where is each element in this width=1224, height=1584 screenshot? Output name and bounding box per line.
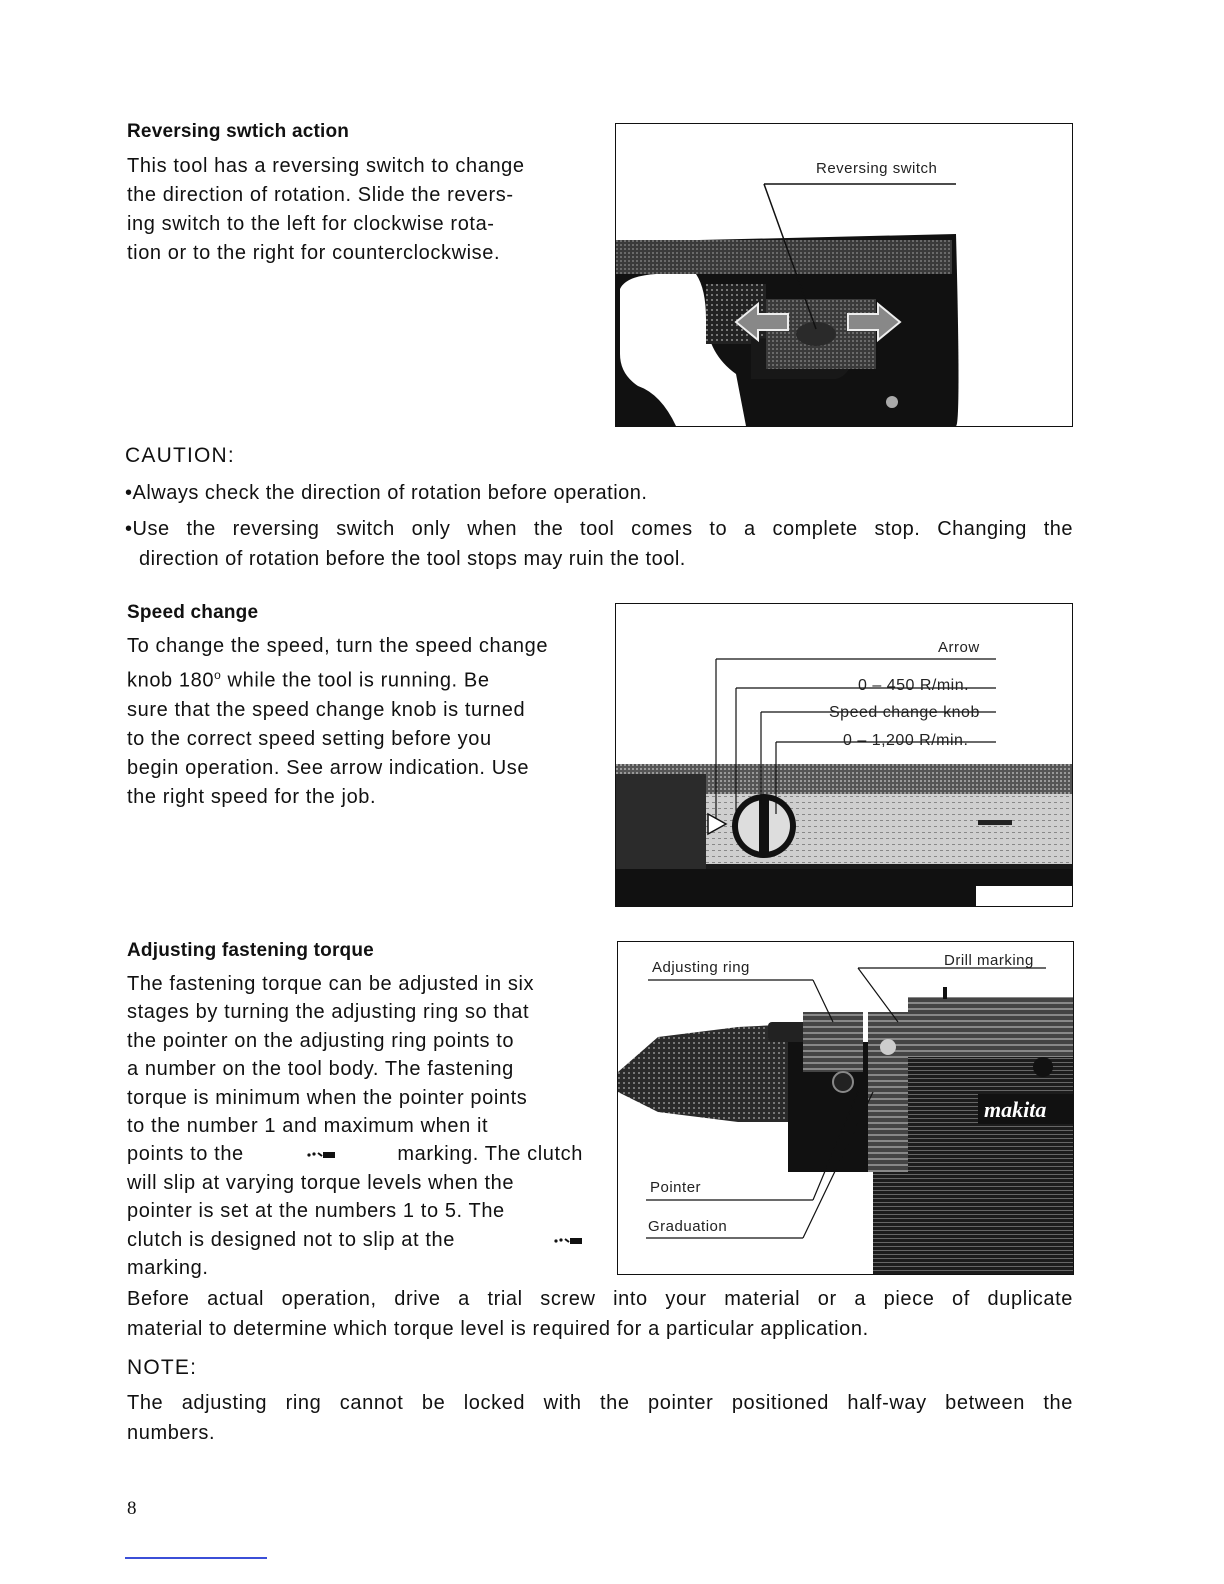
torque-line: the pointer on the adjusting ring points to (127, 1029, 515, 1052)
reversing-switch-label: Reversing switch (816, 160, 938, 177)
note-title: NOTE: (127, 1356, 198, 1379)
speed-change-figure (615, 603, 1073, 907)
reversing-line: This tool has a reversing switch to change (127, 155, 525, 177)
makita-logo: makita (984, 1097, 1047, 1122)
caution-bullet-text: Always check the direction of rotation before operation. (132, 482, 648, 504)
speed-line: sure that the speed change knob is turned (127, 698, 526, 721)
graduation-label: Graduation (648, 1218, 728, 1235)
page-number: 8 (127, 1498, 137, 1519)
pointer-label: Pointer (650, 1179, 702, 1196)
note-line: numbers. (127, 1422, 216, 1444)
speed-change-illustration (616, 604, 1072, 906)
speed-body (127, 632, 583, 812)
reversing-line: tion or to the right for counterclockwise. (127, 242, 501, 264)
trial-screw-line: material to determine which torque level is required for a particular application. (127, 1318, 869, 1340)
torque-line: pointer is set at the numbers 1 to 5. The (127, 1200, 505, 1223)
high-speed-label: 0 – 1,200 R/min. (843, 732, 969, 749)
reversing-switch-figure (615, 123, 1073, 427)
drill-marking-icon (553, 1226, 583, 1236)
drill-marking-label: Drill marking (944, 952, 1034, 969)
torque-line: The fastening torque can be adjusted in six (127, 973, 535, 995)
torque-body (127, 970, 583, 1282)
note-paragraph (127, 1388, 1073, 1448)
speed-knob-label: Speed change knob (829, 704, 980, 721)
reversing-heading: Reversing swtich action (127, 121, 350, 142)
caution-bullet-text: Use the reversing switch only when the tool comes to a complete stop. Changing the (132, 518, 1073, 540)
speed-line: begin operation. See arrow indication. Use (127, 756, 530, 779)
reversing-body (127, 152, 583, 268)
speed-line: to the correct speed setting before you (127, 727, 492, 750)
bullet-dot-icon: • (125, 482, 133, 504)
torque-line: will slip at varying torque levels when the (127, 1171, 515, 1194)
torque-line: a number on the tool body. The fastening (127, 1058, 514, 1081)
caution-bullet-text: direction of rotation before the tool stops may ruin the tool. (139, 548, 686, 570)
drill-marking-icon (306, 1140, 336, 1150)
speed-line-part: knob 180 (127, 669, 215, 692)
arrow-label: Arrow (938, 639, 980, 656)
reversing-line: the direction of rotation. Slide the revers- (127, 184, 514, 206)
note-line: The adjusting ring cannot be locked with the pointer positioned half-way between the (127, 1392, 1073, 1414)
speed-line-part: while the tool is running. Be (221, 669, 490, 692)
footer-rule (125, 1557, 267, 1559)
torque-line-part: marking. The clutch (397, 1143, 583, 1166)
speed-heading: Speed change (127, 602, 259, 623)
adjusting-ring-label: Adjusting ring (652, 959, 750, 976)
trial-screw-line: Before actual operation, drive a trial screw into your material or a piece of duplicate (127, 1288, 1073, 1310)
caution-title: CAUTION: (125, 444, 235, 467)
speed-line: To change the speed, turn the speed change (127, 635, 549, 657)
bullet-dot-icon: • (125, 518, 133, 540)
caution-bullet-1 (125, 478, 1075, 508)
caution-bullet-2 (125, 514, 1073, 574)
torque-heading: Adjusting fastening torque (127, 940, 374, 961)
torque-line-part: points to the (127, 1143, 244, 1166)
torque-line: to the number 1 and maximum when it (127, 1115, 489, 1138)
adjusting-torque-figure (617, 941, 1074, 1275)
low-speed-label: 0 – 450 R/min. (858, 677, 970, 694)
speed-line (127, 661, 583, 696)
torque-line (127, 1140, 583, 1168)
torque-line: marking. (127, 1257, 209, 1280)
speed-line: the right speed for the job. (127, 785, 377, 808)
torque-line: stages by turning the adjusting ring so that (127, 1001, 530, 1024)
trial-screw-paragraph (127, 1284, 1073, 1344)
torque-line (127, 1226, 583, 1254)
torque-line-part: clutch is designed not to slip at the (127, 1228, 455, 1251)
degree-symbol: o (214, 668, 222, 682)
reversing-line: ing switch to the left for clockwise rota- (127, 213, 495, 235)
torque-line: torque is minimum when the pointer points (127, 1086, 528, 1109)
